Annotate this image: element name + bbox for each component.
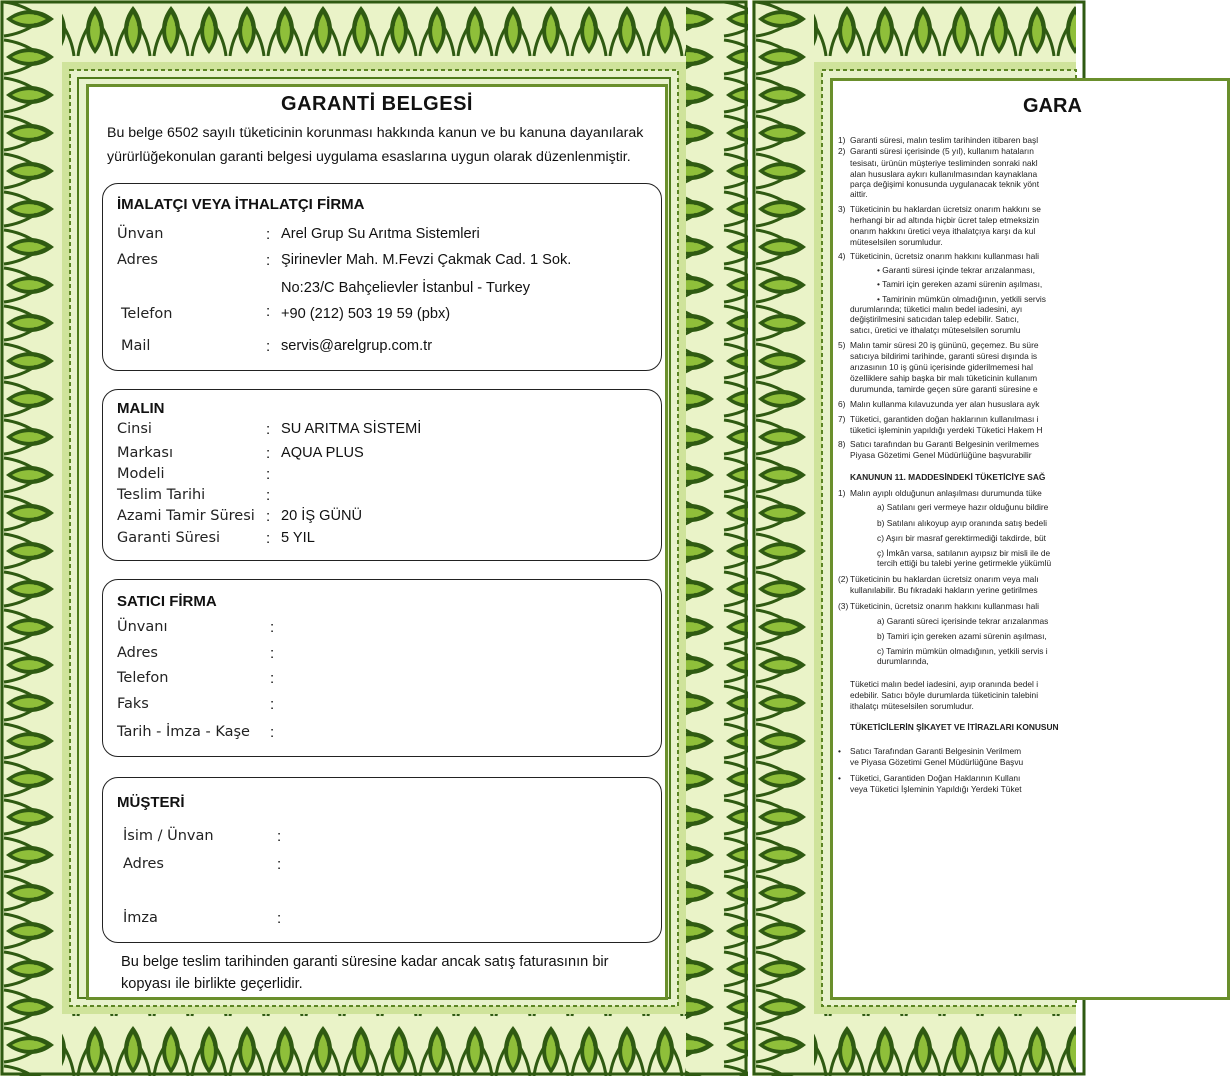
terms-line [838, 384, 1227, 395]
terms-line [865, 656, 1227, 667]
terms-line [838, 215, 1227, 226]
field-label: Teslim Tarihi [117, 487, 206, 503]
field-label: Adres [117, 645, 158, 661]
field-value: 20 İŞ GÜNÜ [281, 508, 363, 524]
colon: : [266, 421, 271, 438]
colon: : [270, 645, 275, 662]
section-heading: SATICI FİRMA [117, 593, 217, 610]
colon: : [270, 670, 275, 687]
terms-line [838, 314, 1227, 325]
terms-line-text: Tüketici malın bedel iadesini, ayıp oranında bedel i [850, 679, 1039, 689]
terms-line [838, 204, 1227, 215]
colon: : [266, 252, 271, 269]
field-label: Tarih - İmza - Kaşe [117, 724, 250, 740]
terms-line [838, 722, 1227, 733]
terms-line-number: • [838, 773, 841, 783]
colon: : [266, 445, 271, 462]
terms-line-text: • Tamiri için gereken azami sürenin aşılması, [877, 279, 1043, 289]
colon: : [266, 303, 271, 320]
colon: : [266, 530, 271, 547]
manufacturer-section [102, 183, 662, 371]
field-label: Telefon [121, 306, 173, 322]
terms-line-number: • [838, 746, 841, 756]
terms-line-number: 3) [838, 204, 846, 214]
terms-line-text: KANUNUN 11. MADDESİNDEKİ TÜKETİCİYE SAĞ [850, 472, 1046, 482]
terms-line [838, 414, 1227, 425]
terms-line [838, 757, 1227, 768]
section-heading: MALIN [117, 400, 165, 417]
customer-section [102, 777, 662, 943]
terms-line-text: kullanılabilir. Bu fıkradaki hakların yerine getirilmes [850, 585, 1038, 595]
field-value: AQUA PLUS [281, 445, 364, 461]
colon: : [277, 856, 282, 873]
field-value: +90 (212) 503 19 59 (pbx) [281, 306, 451, 322]
terms-line [838, 472, 1227, 483]
terms-line-text: edebilir. Satıcı böyle durumlarda tüketicinin talebini [850, 690, 1039, 700]
colon: : [270, 696, 275, 713]
warranty-terms-page [752, 0, 1082, 1076]
terms-line-text: Tüketici, garantiden doğan haklarının kullanılması i [850, 414, 1039, 424]
terms-line-text: müteselsilen sorumludur. [850, 237, 943, 247]
terms-line-text: tesisatı, ürünün müşteriye tesliminden sonraki nakl [850, 158, 1038, 168]
colon: : [266, 226, 271, 243]
terms-line-number: 5) [838, 340, 846, 350]
terms-line-text: Satıcı Tarafından Garanti Belgesinin Verilmem [850, 746, 1022, 756]
colon: : [277, 910, 282, 927]
field-value: SU ARITMA SİSTEMİ [281, 421, 422, 437]
terms-line-text: Satıcı tarafından bu Garanti Belgesinin verilmemes [850, 439, 1039, 449]
section-heading: MÜŞTERİ [117, 794, 185, 811]
terms-line [838, 189, 1227, 200]
terms-line-text: özelliklere sahip başka bir malı tüketicinin kullanım [850, 373, 1038, 383]
terms-line [838, 362, 1227, 373]
terms-line-text: c) Aşırı bir masraf gerektirmediği takdirde, büt [877, 533, 1046, 543]
terms-line-number: 2) [838, 146, 846, 156]
product-section [102, 389, 662, 561]
field-value: No:23/C Bahçelievler İstanbul - Turkey [281, 280, 531, 296]
terms-line-text: değiştirilmesini satıcıdan talep edebilir. Satıcı, [850, 314, 1019, 324]
terms-line [865, 502, 1227, 513]
terms-line-text: Malın kullanma kılavuzunda yer alan hususlara ayk [850, 399, 1040, 409]
terms-line [838, 690, 1227, 701]
terms-line-text: c) Tamirin mümkün olmadığının, yetkili servis i [877, 646, 1048, 656]
terms-line-text: b) Satılanı alıkoyup ayıp oranında satış bedeli [877, 518, 1047, 528]
field-value: Şirinevler Mah. M.Fevzi Çakmak Cad. 1 Sok. [281, 252, 572, 268]
terms-line-text: Malın ayıplı olduğunun anlaşılması durumunda tüke [850, 488, 1042, 498]
terms-line [838, 701, 1227, 712]
terms-line [865, 265, 1227, 276]
terms-line-text: a) Satılanı geri vermeye hazır olduğunu bildire [877, 502, 1049, 512]
terms-line [838, 425, 1227, 436]
field-label: Ünvanı [117, 619, 168, 635]
field-label: İsim / Ünvan [123, 828, 214, 844]
field-label: Ünvan [117, 226, 164, 242]
terms-line-number: 1) [838, 135, 846, 145]
field-label: İmza [123, 910, 158, 926]
terms-line-text: veya Tüketici İşleminin Yapıldığı Yerdeki Tüket [850, 784, 1022, 794]
intro-text: Bu belge 6502 sayılı tüketicinin korunması hakkında kanun ve bu kanuna dayanılarak yürürlüğekonulan garanti belgesi uygulama esaslarına uygun olarak düzenlenmiştir. [107, 125, 644, 165]
field-value: servis@arelgrup.com.tr [281, 338, 433, 354]
terms-line-text: durumunda, tamirde geçen süre garanti süresine e [850, 384, 1038, 394]
colon: : [270, 724, 275, 741]
field-label: Modeli [117, 466, 165, 482]
terms-line-text: TÜKETİCİLERİN ŞİKAYET VE İTİRAZLARI KONUSUN [850, 722, 1059, 732]
terms-line [838, 325, 1227, 336]
terms-line [838, 773, 1227, 784]
terms-line-number: (2) [838, 574, 849, 584]
terms-line [838, 746, 1227, 757]
terms-line-number: 1) [838, 488, 846, 498]
seller-section [102, 579, 662, 757]
terms-line-text: arızasının 10 iş günü içerisinde giderilmemesi hal [850, 362, 1033, 372]
terms-line [838, 784, 1227, 795]
terms-line [838, 373, 1227, 384]
terms-line-text: Malın tamir süresi 20 iş gününü, geçemez. Bu süre [850, 340, 1039, 350]
terms-line-text: tercih ettiği bu talebi yerine getirmekle yükümlü [877, 558, 1052, 568]
terms-line [838, 340, 1227, 351]
terms-line-text: durumlarında; tüketici malın bedel iadesini, ayı [850, 304, 1023, 314]
section-heading: İMALATÇI VEYA İTHALATÇI FİRMA [117, 196, 365, 213]
terms-line [838, 158, 1227, 169]
terms-line [838, 226, 1227, 237]
terms-line-text: b) Tamiri için gereken azami sürenin aşılması, [877, 631, 1047, 641]
terms-line [838, 488, 1227, 499]
terms-line-number: (3) [838, 601, 849, 611]
certificate-panel [86, 84, 668, 1000]
terms-line-text: Tüketicinin, ücretsiz onarım hakkını kullanması hali [850, 601, 1039, 611]
field-label: Cinsi [117, 421, 152, 437]
colon: : [266, 487, 271, 504]
terms-line-number: 4) [838, 251, 846, 261]
terms-line [838, 679, 1227, 690]
page-title: GARANTİ BELGESİ [281, 93, 473, 115]
field-label: Telefon [117, 670, 169, 686]
colon: : [266, 338, 271, 355]
terms-line [865, 631, 1227, 642]
terms-line-text: Piyasa Gözetimi Genel Müdürlüğüne başvurabilir [850, 450, 1032, 460]
terms-line [865, 279, 1227, 290]
terms-line [838, 146, 1227, 157]
terms-line-text: Tüketicinin bu haklardan ücretsiz onarım hakkını se [850, 204, 1041, 214]
terms-line-text: a) Garanti süreci içerisinde tekrar arızalanmas [877, 616, 1049, 626]
terms-line [838, 251, 1227, 262]
terms-line-text: Garanti süresi içerisinde (5 yıl), kullanım hataların [850, 146, 1034, 156]
terms-line-text: • Tamirinin mümkün olmadığının, yetkili servis [877, 294, 1046, 304]
terms-line [838, 135, 1227, 146]
terms-line-text: satıcı, üretici ve ithalatçı müteselsilen sorumlu [850, 325, 1021, 335]
field-label: Mail [121, 338, 151, 354]
terms-line-text: • Garanti süresi içinde tekrar arızalanması, [877, 265, 1035, 275]
field-value: 5 YIL [281, 530, 315, 546]
colon: : [270, 619, 275, 636]
terms-panel [830, 78, 1230, 1000]
terms-line-text: ve Piyasa Gözetimi Genel Müdürlüğüne Başvu [850, 757, 1024, 767]
terms-line [838, 399, 1227, 410]
field-label: Garanti Süresi [117, 530, 221, 546]
terms-line-text: Tüketicinin bu haklardan ücretsiz onarım veya malı [850, 574, 1039, 584]
terms-line-text: parça değişimi konusunda uygulanacak teknik yönt [850, 179, 1040, 189]
terms-line [865, 616, 1227, 627]
field-label: Adres [117, 252, 158, 268]
terms-line-text: Tüketicinin, ücretsiz onarım hakkını kullanması hali [850, 251, 1039, 261]
terms-line-number: 6) [838, 399, 846, 409]
terms-line [865, 533, 1227, 544]
field-label: Azami Tamir Süresi [117, 508, 255, 524]
field-value: Arel Grup Su Arıtma Sistemleri [281, 226, 480, 242]
terms-line-text: satıcıya bildirimi tarihinde, garanti süresi dışında is [850, 351, 1038, 361]
terms-line-number: 7) [838, 414, 846, 424]
terms-line-text: onarım hakkını üretici veya ithalatçıya karşı da kul [850, 226, 1036, 236]
terms-line [838, 439, 1227, 450]
colon: : [266, 466, 271, 483]
terms-line-text: herhangi bir ad altında hiçbir ücret talep etmeksizin [850, 215, 1040, 225]
validity-note: Bu belge teslim tarihinden garanti süresine kadar ancak satış faturasının bir kopyası ile birlikte geçerlidir. [121, 954, 609, 992]
terms-line [865, 558, 1227, 569]
colon: : [266, 508, 271, 525]
terms-line [838, 450, 1227, 461]
field-label: Faks [117, 696, 149, 712]
terms-line-text: ç) İmkân varsa, satılanın ayıpsız bir misli ile de [877, 548, 1051, 558]
terms-line [865, 518, 1227, 529]
terms-line [838, 601, 1227, 612]
field-label: Markası [117, 445, 173, 461]
terms-line-text: aittir. [850, 189, 868, 199]
terms-line [838, 585, 1227, 596]
terms-line-text: tüketici işleminin yapıldığı yerdeki Tüketici Hakem H [850, 425, 1043, 435]
terms-line [838, 351, 1227, 362]
terms-line-number: 8) [838, 439, 846, 449]
terms-line-text: ithalatçı müteselsilen sorumludur. [850, 701, 974, 711]
terms-line-text: Tüketici, Garantiden Doğan Haklarının Kullanı [850, 773, 1021, 783]
terms-line-text: durumlarında, [877, 656, 929, 666]
terms-line-text: alan hususlara aykırı kullanılmasından kaynaklana [850, 169, 1038, 179]
field-label: Adres [123, 856, 164, 872]
terms-title: GARA [1023, 95, 1082, 117]
colon: : [277, 828, 282, 845]
terms-line-text: Garanti süresi, malın teslim tarihinden itibaren başl [850, 135, 1039, 145]
terms-line [838, 237, 1227, 248]
terms-line [838, 574, 1227, 585]
